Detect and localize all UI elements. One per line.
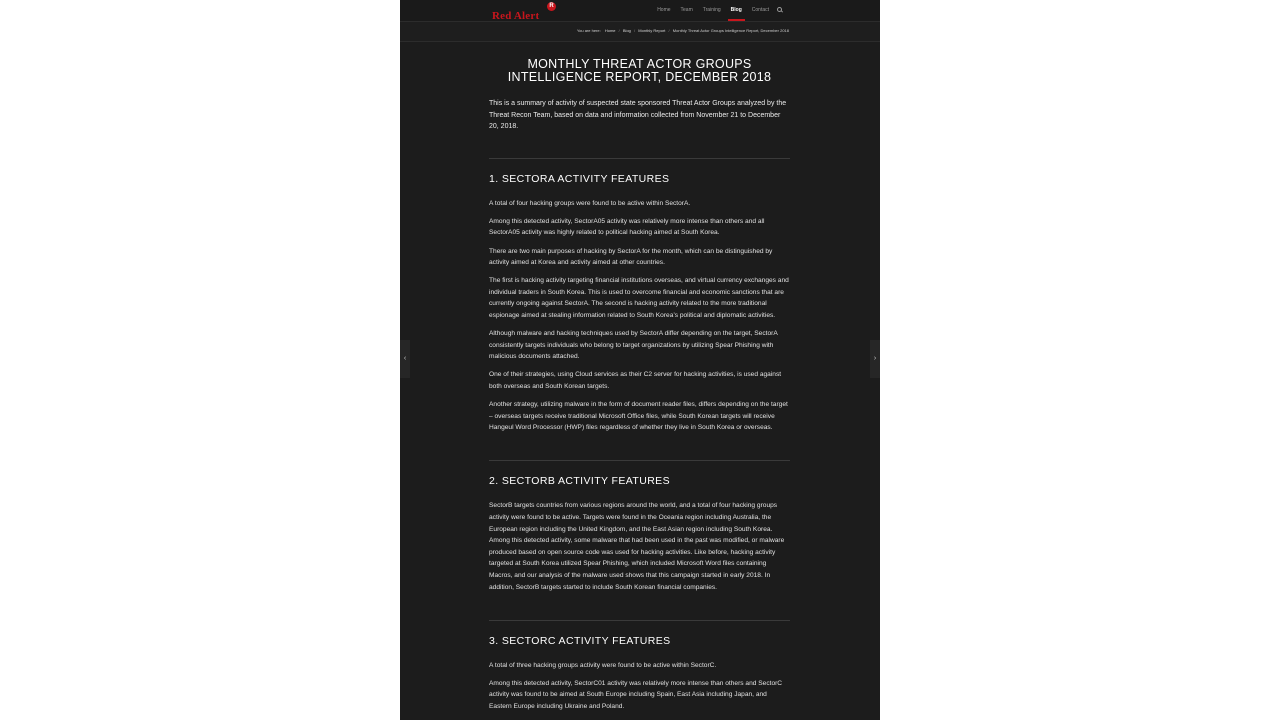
- breadcrumb-separator: /: [634, 28, 636, 33]
- paragraph: A total of three hacking groups activity were found to be active within SectorC.: [489, 661, 717, 669]
- breadcrumb: [577, 28, 789, 33]
- paragraph: Among this detected activity, SectorC01 activity was relatively more intense than others and SectorC activity was found to be aimed at South Europe including Spain, East Asia including Japan, and Eastern Europe including Ukraine and Poland.: [489, 679, 783, 710]
- section-heading-sectorb: 2. SECTORB ACTIVITY FEATURES: [489, 475, 670, 488]
- paragraph: Although malware and hacking techniques used by SectorA differ depending on the target, SectorA consistently targets individuals who belong to target organizations by utilizing Spear Phishing with malicious documents attached.: [489, 330, 778, 361]
- chevron-left-icon: ‹: [403, 355, 407, 362]
- breadcrumb-bar: [400, 22, 880, 42]
- nav-blog[interactable]: Blog: [726, 0, 747, 21]
- breadcrumb-blog[interactable]: Blog: [622, 28, 631, 33]
- paragraph: Another strategy, utilizing malware in the form of document reader files, differs depending on the target – overseas targets receive traditional Microsoft Office files, while South Korean targets will receive Hangeul Word Processor (HWP) files regardless of whether they live in South Korea or overseas.: [489, 401, 788, 432]
- paragraph: The first is hacking activity targeting financial institutions overseas, and virtual currency exchanges and individual traders in South Korea. This is used to overcome financial and economic sanctions that are currently ongoing against SectorA. The second is hacking activity related to the more traditional espionage aimed at stealing information related to South Korea’s political and diplomatic activities.: [489, 277, 789, 320]
- page: [400, 0, 880, 720]
- paragraph: SectorB targets countries from various regions around the world, and a total of four hacking groups activity were found to be active. Targets were found in the Oceania region including Australia, the European region including the United Kingdom, and the East Asian region including South Korea. Among this detected activity, some malware that had been used in the past was modified, or malware produced based on open source code was used for hacking activities. Like before, hacking activity targeted at South Korea utilized Spear Phishing, which included Microsoft Word files containing Macros, and our analysis of the malware used shows that this campaign started in early 2018. In addition, SectorB targets started to include South Korean financial companies.: [489, 502, 785, 591]
- section-divider: [489, 158, 790, 159]
- main-nav: [652, 0, 786, 21]
- article: [489, 58, 790, 719]
- breadcrumb-current: Monthly Threat Actor Groups Intelligence Report, December 2018: [672, 28, 789, 33]
- article-intro: This is a summary of activity of suspected state sponsored Threat Actor Groups analyzed by the Threat Recon Team, based on data and information collected from November 21 to December 20, 2018.: [489, 100, 787, 131]
- section-heading-sectora: 1. SECTORA ACTIVITY FEATURES: [489, 172, 670, 185]
- paragraph: A total of four hacking groups were found to be active within SectorA.: [489, 199, 691, 207]
- spacer: [489, 600, 790, 620]
- breadcrumb-separator: /: [668, 28, 670, 33]
- nav-home[interactable]: Home: [657, 7, 671, 13]
- page-title: MONTHLY THREAT ACTOR GROUPS INTELLIGENCE REPORT, DECEMBER 2018: [507, 57, 772, 84]
- breadcrumb-home[interactable]: Home: [604, 28, 616, 33]
- logo[interactable]: [492, 3, 554, 22]
- nav-team[interactable]: Team: [680, 7, 693, 13]
- nav-contact[interactable]: Contact: [751, 7, 769, 13]
- spacer: [489, 440, 790, 460]
- paragraph: Among this detected activity, SectorA05 activity was relatively more intense than others and all SectorA05 activity was highly related to political hacking aimed at South Korea.: [489, 217, 765, 237]
- prev-post-button[interactable]: [400, 340, 410, 378]
- paragraph: There are two main purposes of hacking by SectorA for the month, which can be distinguished by activity aimed at Korea and activity aimed at other countries.: [489, 247, 773, 267]
- search-icon[interactable]: [776, 0, 786, 21]
- nav-training[interactable]: Training: [702, 7, 721, 13]
- site-header: [400, 0, 880, 22]
- breadcrumb-separator: /: [618, 28, 620, 33]
- chevron-right-icon: ›: [873, 355, 877, 362]
- breadcrumb-prefix: You are here:: [576, 28, 601, 33]
- section-heading-sectorc: 3. SECTORC ACTIVITY FEATURES: [489, 634, 671, 647]
- logo-badge: R: [547, 2, 556, 11]
- next-post-button[interactable]: [870, 340, 880, 378]
- paragraph: One of their strategies, using Cloud services as their C2 server for hacking activities, is used against both overseas and South Korean targets.: [489, 371, 782, 390]
- section-divider: [489, 620, 790, 621]
- section-divider: [489, 460, 790, 461]
- logo-text: Red Alert: [492, 10, 540, 22]
- breadcrumb-monthly-report[interactable]: Monthly Report: [638, 28, 666, 33]
